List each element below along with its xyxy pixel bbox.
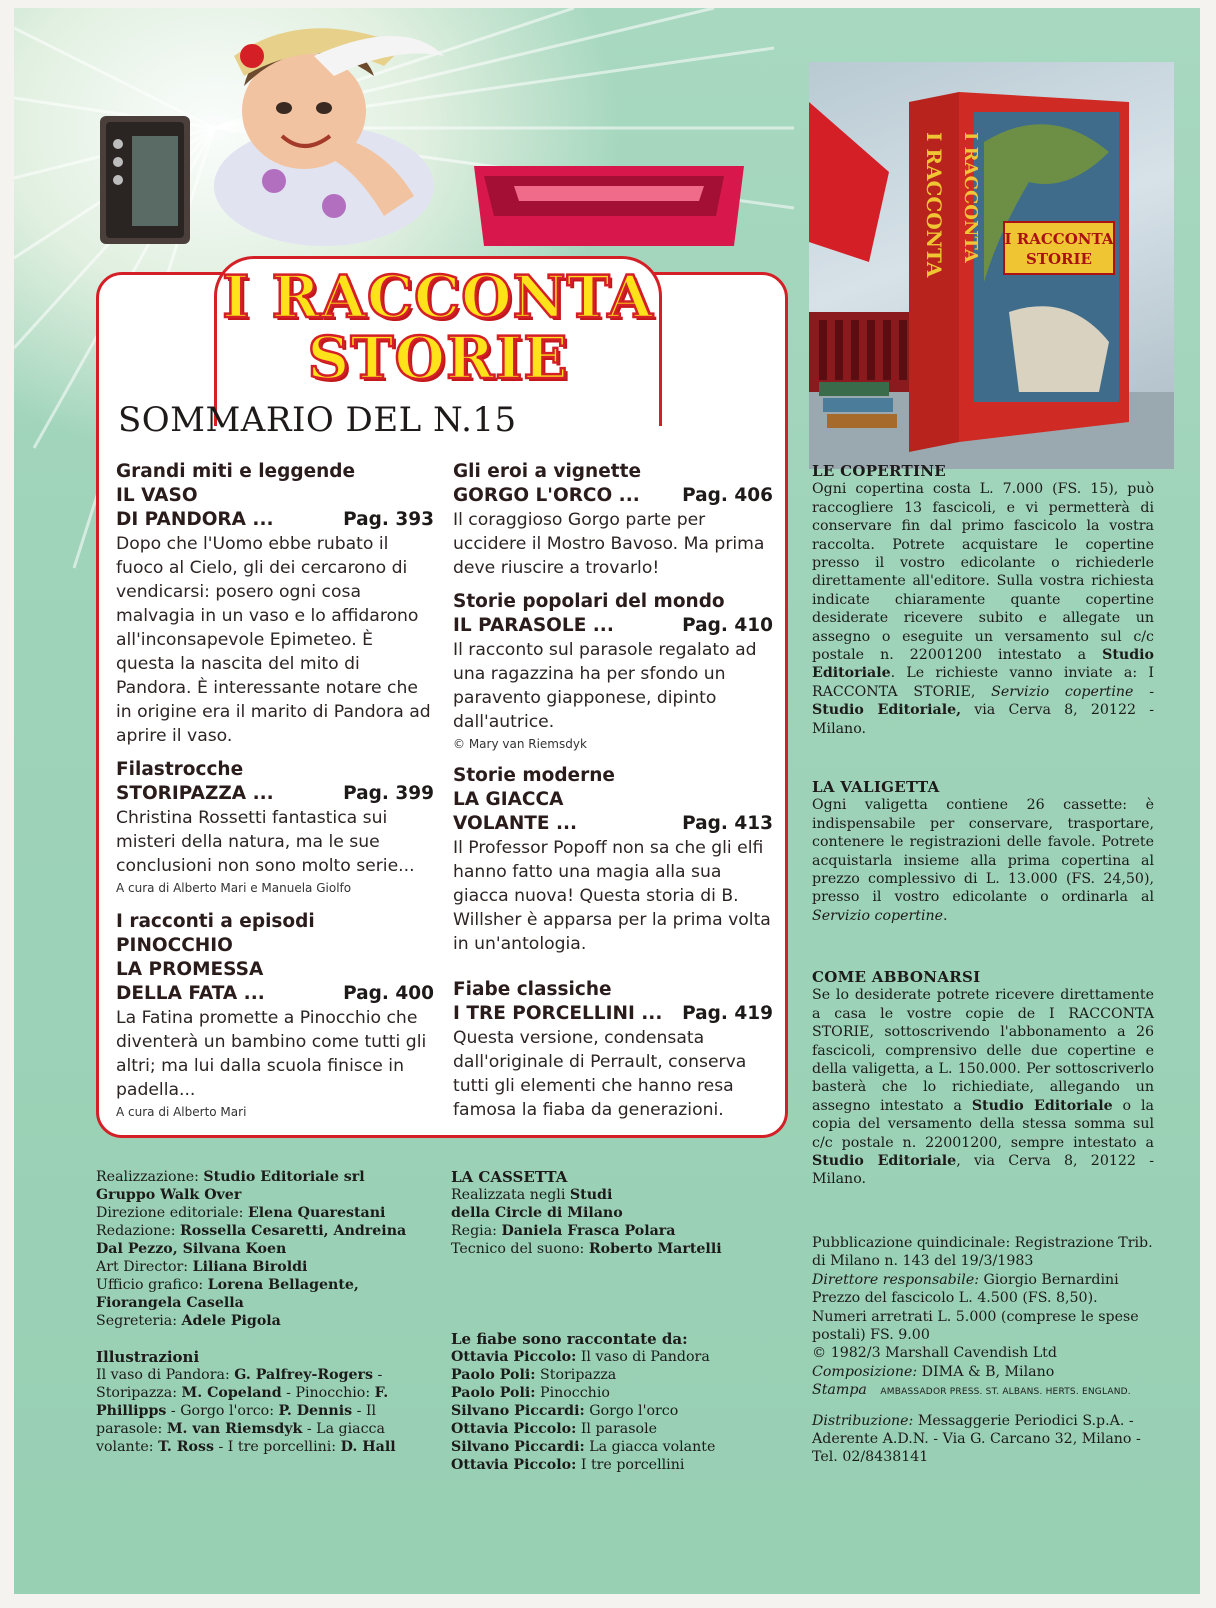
credit-value: Studio Editoriale srl (203, 1169, 365, 1185)
copertine-section (812, 462, 1154, 738)
fiabe-heading: Le fiabe sono raccontate da: (451, 1330, 688, 1348)
narrator-name: Ottavia Piccolo: (451, 1349, 577, 1365)
entry-category: Fiabe classiche (453, 979, 612, 1000)
entry-page-number: Pag. 419 (682, 1003, 773, 1024)
distribuzione-value: Messaggerie Periodici S.p.A. - Aderente A.D.N. - Via G. Carcano 32, Milano - Tel. 02/8438141 (812, 1412, 1141, 1466)
copertine-text: Ogni copertina costa L. 7.000 (FS. 15), può raccogliere 13 fascicoli, e vi permetterà di conservare fin dal primo fascicolo la vostra raccolta. Potrete acquistare le copertine presso il vostro edicolante o richiederle direttamente all'editore. Sulla vostra richiesta indicate chiaramente quante copertine desiderate ricevere subito e allegate un assegno o eseguite un versamento sul c/c postale n. 22001200 intestato a (812, 481, 1154, 664)
illustrazione-artist: M. van Riemsdyk (166, 1421, 303, 1437)
copertine-address: via Cerva 8, 20122 - Milano. (812, 702, 1154, 737)
entry-title: DELLA FATA ... (116, 983, 265, 1004)
copertine-sep: - (1133, 683, 1154, 700)
credit-value: Liliana Biroldi (192, 1259, 308, 1275)
binder-label-line2: STORIE (1026, 250, 1092, 268)
credit-label: Realizzazione: (96, 1169, 199, 1185)
abbonarsi-heading: COME ABBONARSI (812, 968, 981, 986)
illustrazione-label: - Storipazza: (96, 1367, 383, 1401)
logo-line1: I RACCONTA (222, 263, 654, 331)
illustrazione-artist: D. Hall (340, 1439, 396, 1455)
credit-value: Lorena Bellagente, Fiorangela Casella (96, 1277, 359, 1311)
copertine-heading: LE COPERTINE (812, 462, 947, 480)
narrator-name: Paolo Poli: (451, 1385, 536, 1401)
summary-entry (453, 590, 773, 754)
illustrazioni-list (96, 1366, 416, 1456)
entry-title: PINOCCHIO (116, 935, 233, 956)
entry-category: Filastrocche (116, 759, 244, 780)
pubblicazione-section (812, 1234, 1154, 1467)
illustrazione-label: Il vaso di Pandora: (96, 1367, 230, 1383)
summary-column-right (453, 460, 773, 1132)
radio-icon (100, 116, 190, 244)
credit-line (96, 1222, 426, 1258)
sommario-heading: SOMMARIO DEL N.15 (118, 400, 517, 440)
illustrazione-label: - Pinocchio: (281, 1385, 371, 1401)
entry-category: Grandi miti e leggende (116, 461, 356, 482)
narrator-line (451, 1402, 781, 1420)
illustrazione-label: - La giacca volante: (96, 1421, 385, 1455)
tecnico-label: Tecnico del suono: (451, 1241, 585, 1257)
distribuzione-label: Distribuzione: (812, 1412, 914, 1429)
entry-page-number: Pag. 400 (343, 983, 434, 1004)
narrator-name: Silvano Piccardi: (451, 1439, 585, 1455)
credit-label: Segreteria: (96, 1313, 178, 1329)
copyright: © 1982/3 Marshall Cavendish Ltd (812, 1345, 1057, 1362)
summary-entry (453, 978, 773, 1122)
entry-title: STORIPAZZA ... (116, 783, 274, 804)
abbonarsi-bold: Studio Editoriale (971, 1097, 1113, 1114)
fiabe-list (451, 1348, 781, 1474)
magazine-page (14, 8, 1200, 1594)
illustrazione-artist: M. Copeland (181, 1385, 282, 1401)
narrator-name: Silvano Piccardi: (451, 1403, 585, 1419)
summary-column-left (116, 460, 434, 1132)
entry-credit: A cura di Alberto Mari e Manuela Giolfo (116, 881, 352, 895)
illustrazione-artist: T. Ross (158, 1439, 214, 1455)
credit-value: Gruppo Walk Over (96, 1187, 242, 1203)
credit-label: Art Director: (96, 1259, 189, 1275)
binder-spine-label-2: I RACCONTA (960, 132, 981, 263)
tecnico-name: Roberto Martelli (588, 1241, 722, 1257)
narrator-story: Il parasole (580, 1421, 658, 1437)
narrator-line (451, 1366, 781, 1384)
entry-description: Il coraggioso Gorgo parte per uccidere il Mostro Bavoso. Ma prima deve riuscire a trovarlo! (453, 510, 765, 578)
credit-label: Ufficio grafico: (96, 1277, 204, 1293)
credit-label: Direzione editoriale: (96, 1205, 244, 1221)
binders-illustration (809, 62, 1174, 469)
entry-description: Christina Rossetti fantastica sui misteri della natura, ma le sue conclusioni non sono molto serie... (116, 808, 415, 876)
narrator-story: Storipazza (540, 1367, 617, 1383)
entry-category: Storie moderne (453, 765, 615, 786)
entry-title-line (453, 812, 773, 836)
credit-line (96, 1204, 426, 1222)
entry-title: LA PROMESSA (116, 959, 264, 980)
cassetta-studio: della Circle di Milano (451, 1205, 623, 1221)
logo-line2: STORIE (307, 324, 569, 392)
entry-title: GORGO L'ORCO ... (453, 485, 640, 506)
summary-entry (453, 460, 773, 580)
narrator-name: Ottavia Piccolo: (451, 1457, 577, 1473)
credit-line (96, 1186, 426, 1204)
illustrazione-artist: P. Dennis (278, 1403, 353, 1419)
narrator-line (451, 1420, 781, 1438)
valigetta-section (812, 778, 1154, 925)
credit-line (96, 1168, 426, 1186)
credit-label: Redazione: (96, 1223, 176, 1239)
regia-label: Regia: (451, 1223, 497, 1239)
illustrazione-artist: F. Phillipps (96, 1385, 389, 1419)
valigetta-text: Ogni valigetta contiene 26 cassette: è indispensabile per conservare, trasportare, contenere le registrazioni delle favole. Potrete acquistarla insieme alla prima copertina al prezzo complessivo di L. 13.000 (FS. 24,50), presso il vostro edicolante o ordinarla al (812, 797, 1154, 906)
narrator-story: I tre porcellini (580, 1457, 685, 1473)
magazine-logo (214, 263, 662, 392)
illustrazioni-heading: Illustrazioni (96, 1348, 200, 1366)
entry-title-line (116, 782, 434, 806)
narrator-story: Gorgo l'orco (589, 1403, 679, 1419)
narrator-name: Paolo Poli: (451, 1367, 536, 1383)
realizzazione-credits (96, 1168, 426, 1330)
credit-value: Adele Pigola (181, 1313, 281, 1329)
copertine-bold-2: Studio Editoriale, (812, 702, 962, 719)
summary-entry (453, 764, 773, 956)
entry-title-line (116, 982, 434, 1006)
valigetta-heading: LA VALIGETTA (812, 778, 940, 796)
entry-title: LA GIACCA (453, 789, 564, 810)
entry-category: Storie popolari del mondo (453, 591, 725, 612)
narrator-story: Pinocchio (540, 1385, 610, 1401)
entry-page-number: Pag. 413 (682, 813, 773, 834)
girl-character-icon (214, 28, 444, 246)
entry-category: I racconti a episodi (116, 911, 315, 932)
entry-title: IL VASO (116, 485, 198, 506)
registrazione: Pubblicazione quindicinale: Registrazione Trib. di Milano n. 143 del 19/3/1983 (812, 1235, 1153, 1270)
stampa-label: Stampa (812, 1382, 867, 1399)
narrator-story: La giacca volante (589, 1439, 716, 1455)
entry-page-number: Pag. 399 (343, 783, 434, 804)
entry-title: DI PANDORA ... (116, 509, 274, 530)
red-case-icon (474, 166, 744, 246)
illustrazione-label: - Gorgo l'orco: (166, 1403, 275, 1419)
copertine-italic: Servizio copertine (991, 683, 1134, 700)
entry-title-line (116, 508, 434, 532)
stampa-value: AMBASSADOR PRESS. ST. ALBANS. HERTS. ENGLAND. (880, 1387, 1131, 1398)
narrator-story: Il vaso di Pandora (580, 1349, 710, 1365)
narrator-name: Ottavia Piccolo: (451, 1421, 577, 1437)
entry-description: La Fatina promette a Pinocchio che diventerà un bambino come tutti gli altri; ma lui dalla scuola finisce in padella... (116, 1008, 427, 1100)
credit-line (96, 1276, 426, 1312)
entry-description: Questa versione, condensata dall'originale di Perrault, conserva tutti gli elementi che hanno resa famosa la fiaba da generazioni. (453, 1028, 747, 1120)
entry-description: Il racconto sul parasole regalato ad una ragazzina ha per sfondo un paravento giapponese, dipinto dall'autrice. (453, 640, 757, 732)
copertine-text-2: . Le richieste vanno inviate a: I RACCONTA STORIE, (812, 665, 1154, 700)
entry-title: VOLANTE ... (453, 813, 578, 834)
regia-name: Daniela Frasca Polara (501, 1223, 676, 1239)
entry-credit: © Mary van Riemsdyk (453, 737, 587, 751)
credit-line (96, 1312, 426, 1330)
entry-page-number: Pag. 393 (343, 509, 434, 530)
direttore-label: Direttore responsabile: (812, 1271, 980, 1288)
summary-entry (116, 758, 434, 898)
direttore-name: Giorgio Bernardini (979, 1271, 1119, 1288)
valigetta-italic: Servizio copertine (812, 907, 944, 924)
illustrazione-label: - Il parasole: (96, 1403, 377, 1437)
cassetta-text: Realizzata negli (451, 1187, 566, 1203)
composizione-value: DIMA & B, Milano (917, 1363, 1055, 1380)
prezzo: Prezzo del fascicolo L. 4.500 (FS. 8,50). (812, 1290, 1098, 1307)
abbonarsi-section (812, 968, 1154, 1189)
composizione-label: Composizione: (812, 1363, 918, 1380)
narrator-line (451, 1384, 781, 1402)
entry-credit: A cura di Alberto Mari (116, 1105, 247, 1119)
narrator-line (451, 1348, 781, 1366)
abbonarsi-bold-2: Studio Editoriale (812, 1153, 957, 1170)
entry-description: Il Professor Popoff non sa che gli elfi hanno fatto una magia alla sua giacca nuova! Questa storia di B. Willsher è apparsa per la prima volta in un'antologia. (453, 838, 771, 954)
cassetta-credits (451, 1168, 781, 1258)
abbonarsi-address: , via Cerva 8, 20122 - Milano. (812, 1153, 1154, 1188)
arretrati: Numeri arretrati L. 5.000 (comprese le spese postali) FS. 9.00 (812, 1308, 1139, 1344)
cassetta-bold: Studi (569, 1187, 613, 1203)
valigetta-end: . (943, 907, 948, 924)
credit-value: Elena Quarestani (247, 1205, 386, 1221)
entry-title-line (453, 614, 773, 638)
product-photo (809, 62, 1174, 469)
entry-title: I TRE PORCELLINI ... (453, 1003, 663, 1024)
entry-description: Dopo che l'Uomo ebbe rubato il fuoco al Cielo, gli dei cercarono di vendicarsi: posero ogni cosa malvagia in un vaso e lo affidarono all'inconsapevole Epimeteo. È questa la nascita del mito di Pandora. È interessante notare che in origine era il marito di Pandora ad aprire il vaso. (116, 534, 431, 746)
entry-title: IL PARASOLE ... (453, 615, 614, 636)
entry-title-line (453, 1002, 773, 1026)
narrator-line (451, 1456, 781, 1474)
illustrazione-artist: G. Palfrey-Rogers (234, 1367, 374, 1383)
abbonarsi-text: Se lo desiderate potrete ricevere direttamente a casa le vostre copie de I RACCONTA STORIE, sottoscrivendo l'abbonamento a 26 fascicoli, comprensivo delle due copertine e della valigetta, a L. 150.000. Per sottoscriverlo basterà che lo richiediate, allegando un assegno intestato a (812, 987, 1154, 1114)
entry-category: Gli eroi a vignette (453, 461, 641, 482)
header-illustration (84, 16, 764, 256)
entry-title-line (453, 484, 773, 508)
cassetta-heading: LA CASSETTA (451, 1168, 568, 1186)
binder-spine-label: I RACCONTA (922, 132, 946, 278)
summary-entry (116, 460, 434, 748)
summary-entry (116, 910, 434, 1122)
illustrazioni-credits (96, 1348, 416, 1456)
credit-line (96, 1258, 426, 1276)
fiabe-credits (451, 1330, 781, 1474)
binder-label-line1: I RACCONTA (1004, 230, 1114, 248)
credit-value: Rossella Cesaretti, Andreina Dal Pezzo, Silvana Koen (96, 1223, 407, 1257)
entry-page-number: Pag. 410 (682, 615, 773, 636)
narrator-line (451, 1438, 781, 1456)
copertine-bold: Studio Editoriale (812, 647, 1155, 682)
illustrazione-label: - I tre porcellini: (213, 1439, 337, 1455)
entry-page-number: Pag. 406 (682, 485, 773, 506)
abbonarsi-text-2: o la copia del versamento della stessa somma sul c/c postale n. 22001200, sempre intestato a (812, 1097, 1154, 1151)
